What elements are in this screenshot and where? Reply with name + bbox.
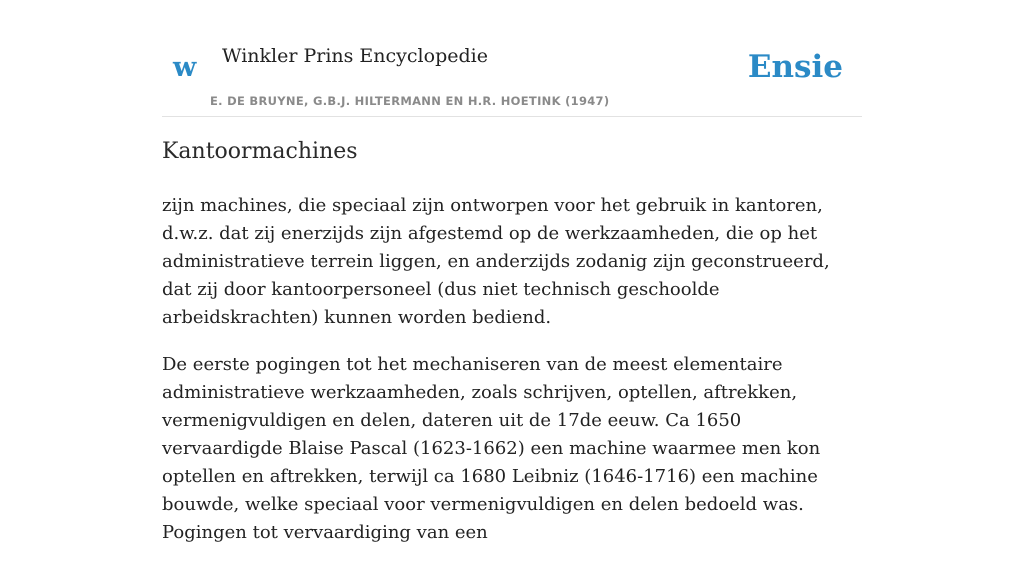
ensie-logo[interactable]: Ensie: [747, 49, 843, 85]
paragraph: De eerste pogingen tot het mechaniseren van de meest elementaire administratieve werkzaamheden, zoals schrijven, optellen, aftrekken, vermenigvuldigen en delen, dateren uit de 17de eeuw. Ca 1650 vervaardigde Blaise Pascal (1623-1662) een machine waarmee men kon optellen en aftrekken, terwijl ca 1680 Leibniz (1646-1716) een machine bouwde, welke speciaal voor vermenigvuldigen en delen bedoeld was. Pogingen tot vervaardiging van een: [162, 354, 821, 543]
article-body: [162, 192, 862, 566]
paragraph: zijn machines, die speciaal zijn ontworpen voor het gebruik in kantoren, d.w.z. dat zij enerzijds zijn afgestemd op de werkzaamheden, die op het administratieve terrein liggen, en anderzijds zodanig zijn geconstrueerd, dat zij door kantoorpersoneel (dus niet technisch geschoolde arbeidskrachten) kunnen worden bediend.: [162, 195, 830, 328]
site-header: [162, 0, 862, 117]
authors-line: E. DE BRUYNE, G.B.J. HILTERMANN EN H.R. HOETINK (1947): [210, 94, 610, 108]
article-title: Kantoormachines: [162, 139, 358, 164]
winkler-prins-logo[interactable]: w: [173, 52, 197, 83]
encyclopedia-title[interactable]: Winkler Prins Encyclopedie: [222, 45, 488, 67]
